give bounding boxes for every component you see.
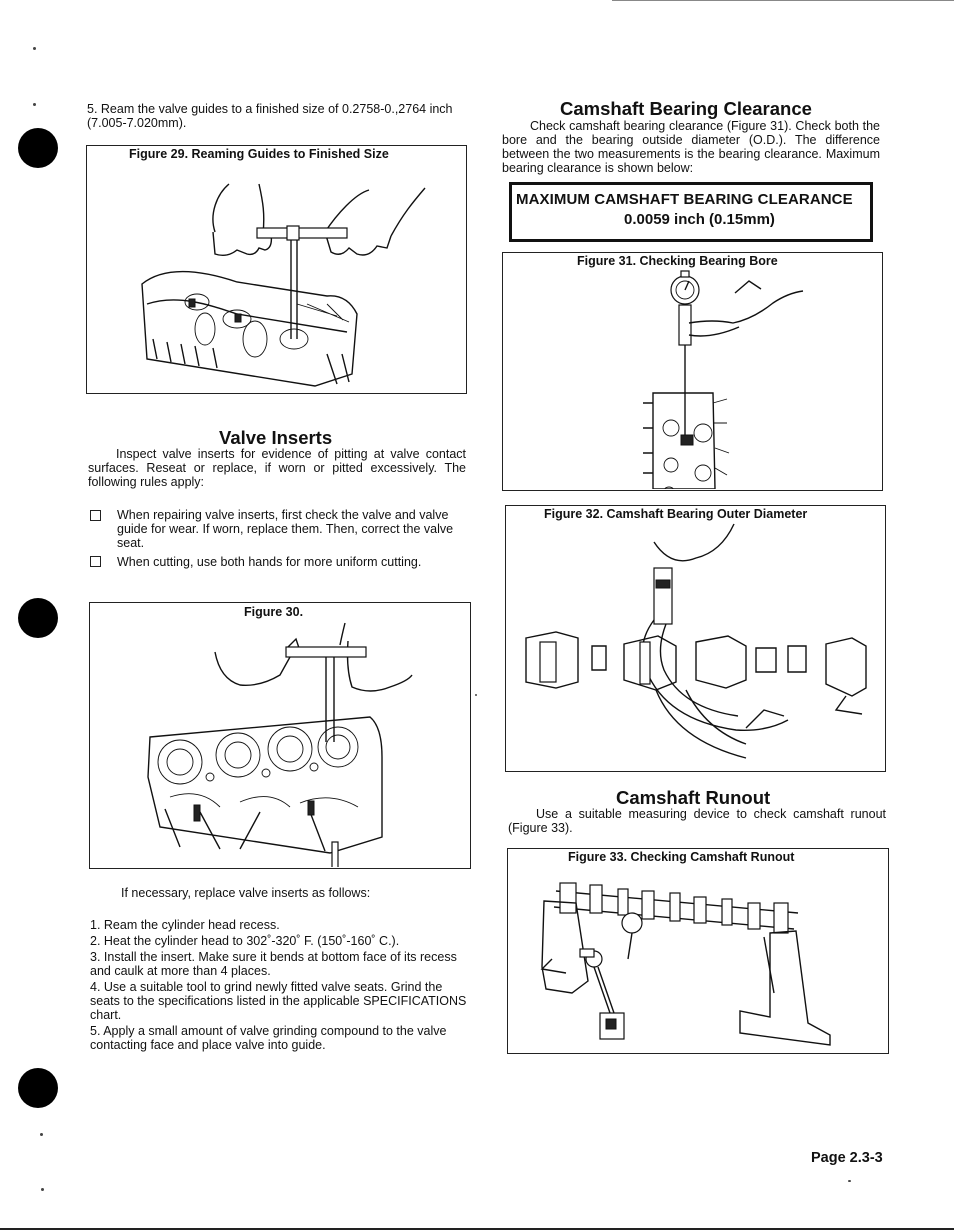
scan-speck: [33, 47, 36, 50]
step-5: 5. Apply a small amount of valve grinding compound to the valve contacting face and place valve into guide.: [90, 1024, 447, 1052]
runout-paragraph: Use a suitable measuring device to check camshaft runout (Figure 33).: [508, 807, 886, 835]
bearing-bore-illustration: [503, 253, 882, 489]
valve-inserts-paragraph: Inspect valve inserts for evidence of pitting at valve contact surfaces. Reseat or replace, if worn or pitted excessively. The following rules apply:: [88, 447, 466, 489]
replace-steps-list: [90, 918, 471, 1052]
max-clearance-label: MAXIMUM CAMSHAFT BEARING CLEARANCE: [516, 191, 853, 208]
runout-check-illustration: [508, 863, 888, 1053]
binder-hole-bottom: [18, 1068, 58, 1108]
reaming-illustration: [87, 154, 466, 394]
camshaft-runout-heading: Camshaft Runout: [616, 787, 771, 808]
figure-33: [507, 848, 889, 1054]
rule-checkbox-1: [90, 510, 101, 521]
binder-hole-top: [18, 128, 58, 168]
figure-31: [502, 252, 883, 491]
scan-speck: [40, 1133, 43, 1136]
step-3: 3. Install the insert. Make sure it bends at bottom face of its recess and caulk at more than 4 places.: [90, 950, 457, 978]
figure-32-caption: Figure 32. Camshaft Bearing Outer Diameter: [544, 507, 808, 521]
scan-speck: [41, 1188, 44, 1191]
figure-32: [505, 505, 886, 772]
figure-31-caption: Figure 31. Checking Bearing Bore: [577, 254, 778, 268]
step-2: 2. Heat the cylinder head to 302˚-320˚ F. (150˚-160˚ C.).: [90, 934, 400, 948]
bearing-clearance-paragraph: Check camshaft bearing clearance (Figure 31). Check both the bore and the bearing outside diameter (O.D.). The difference between the two measurements is the bearing clearance. Maximum bearing clearance is shown below:: [502, 119, 880, 175]
rule-1-text: When repairing valve inserts, first check the valve and valve guide for wear. If worn, replace them. Then, correct the valve seat.: [117, 508, 454, 550]
max-clearance-spec-box: [509, 182, 873, 242]
figure-33-caption: Figure 33. Checking Camshaft Runout: [568, 850, 795, 864]
camshaft-bearing-clearance-heading: Camshaft Bearing Clearance: [560, 98, 812, 119]
scan-speck: [33, 103, 36, 106]
step-1: 1. Ream the cylinder head recess.: [90, 918, 280, 932]
valve-insert-cutting-illustration: [90, 617, 470, 867]
page-top-rule: [612, 0, 954, 1]
scan-speck: [848, 1180, 851, 1182]
figure-29-caption: Figure 29. Reaming Guides to Finished Size: [129, 147, 389, 161]
page-number: Page 2.3-3: [811, 1150, 883, 1166]
scan-speck: [475, 694, 477, 696]
rule-2-text: When cutting, use both hands for more uniform cutting.: [117, 555, 422, 569]
step-5-ream-intro: 5. Ream the valve guides to a finished size of 0.2758-0.,2764 inch (7.005-7.020mm).: [87, 102, 453, 130]
replace-inserts-intro: If necessary, replace valve inserts as follows:: [121, 886, 371, 900]
rule-checkbox-2: [90, 556, 101, 567]
page-bottom-rule: [0, 1228, 954, 1230]
figure-30: [89, 602, 471, 869]
figure-29: [86, 145, 467, 394]
binder-hole-middle: [18, 598, 58, 638]
valve-inserts-heading: Valve Inserts: [219, 427, 333, 448]
bearing-od-illustration: [506, 520, 885, 770]
step-4: 4. Use a suitable tool to grind newly fitted valve seats. Grind the seats to the specifications listed in the applicable SPECIFICATIONS chart.: [90, 980, 467, 1022]
max-clearance-value: 0.0059 inch (0.15mm): [624, 211, 775, 228]
figure-30-caption: Figure 30.: [244, 605, 304, 619]
